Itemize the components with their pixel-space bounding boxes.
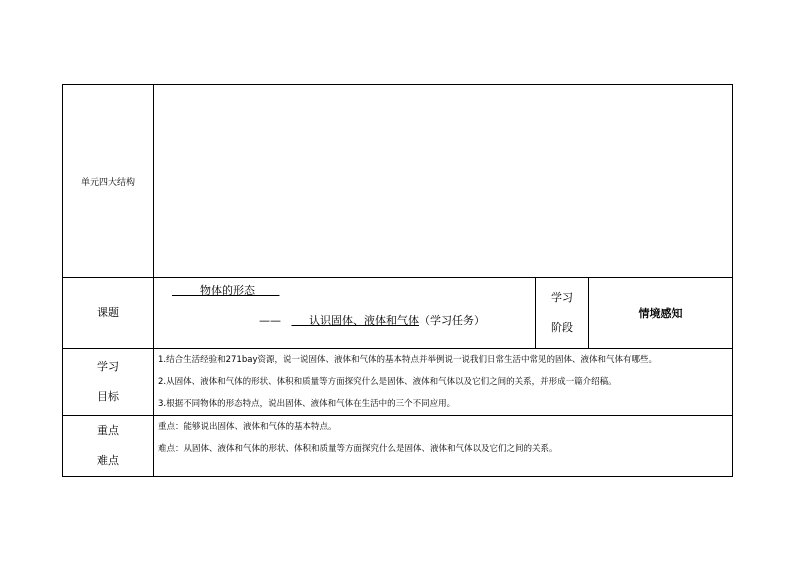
sub-title [259, 312, 485, 328]
goal-item: 3.根据不同物体的形态特点，说出固体、液体和气体在生活中的三个不同应用。 [158, 399, 456, 409]
main-title [172, 282, 279, 298]
topic-title-cell [154, 278, 536, 349]
stage-value: 情境感知 [589, 278, 733, 349]
goals-label: 学习 目标 [63, 349, 154, 416]
lesson-plan-table [62, 84, 733, 477]
key-point: 重点：能够说出固体、液体和气体的基本特点。 [158, 422, 337, 432]
goals-row [63, 349, 733, 416]
unit-structure-row [63, 85, 733, 278]
difficulty-point: 难点：从固体、液体和气体的形状、体积和质量等方面探究什么是固体、液体和气体以及它们之间的关系。 [158, 444, 558, 454]
main-title-text: 物体的形态 [199, 284, 255, 297]
sub-title-note: （学习任务） [418, 314, 485, 327]
keypoints-content [154, 416, 733, 477]
goal-item: 2.从固体、液体和气体的形状、体积和质量等方面探究什么是固体、液体和气体以及它们之间的关系，并形成一篇介绍稿。 [158, 377, 617, 387]
goals-content [154, 349, 733, 416]
unit-structure-label: 单元四大结构 [63, 85, 154, 278]
topic-label: 课题 [63, 278, 154, 349]
sub-title-dash: —— [259, 314, 281, 327]
keypoints-row [63, 416, 733, 477]
stage-label: 学习 阶段 [536, 278, 589, 349]
unit-structure-content [154, 85, 733, 278]
sub-title-text: 认识固体、液体和气体 [308, 314, 419, 327]
topic-row [63, 278, 733, 349]
goal-item: 1.结合生活经验和271bay资源，说一说固体、液体和气体的基本特点并举例说一说我们日常生活中常见的固体、液体和气体有哪些。 [158, 355, 657, 365]
keypoints-label: 重点 难点 [63, 416, 154, 477]
